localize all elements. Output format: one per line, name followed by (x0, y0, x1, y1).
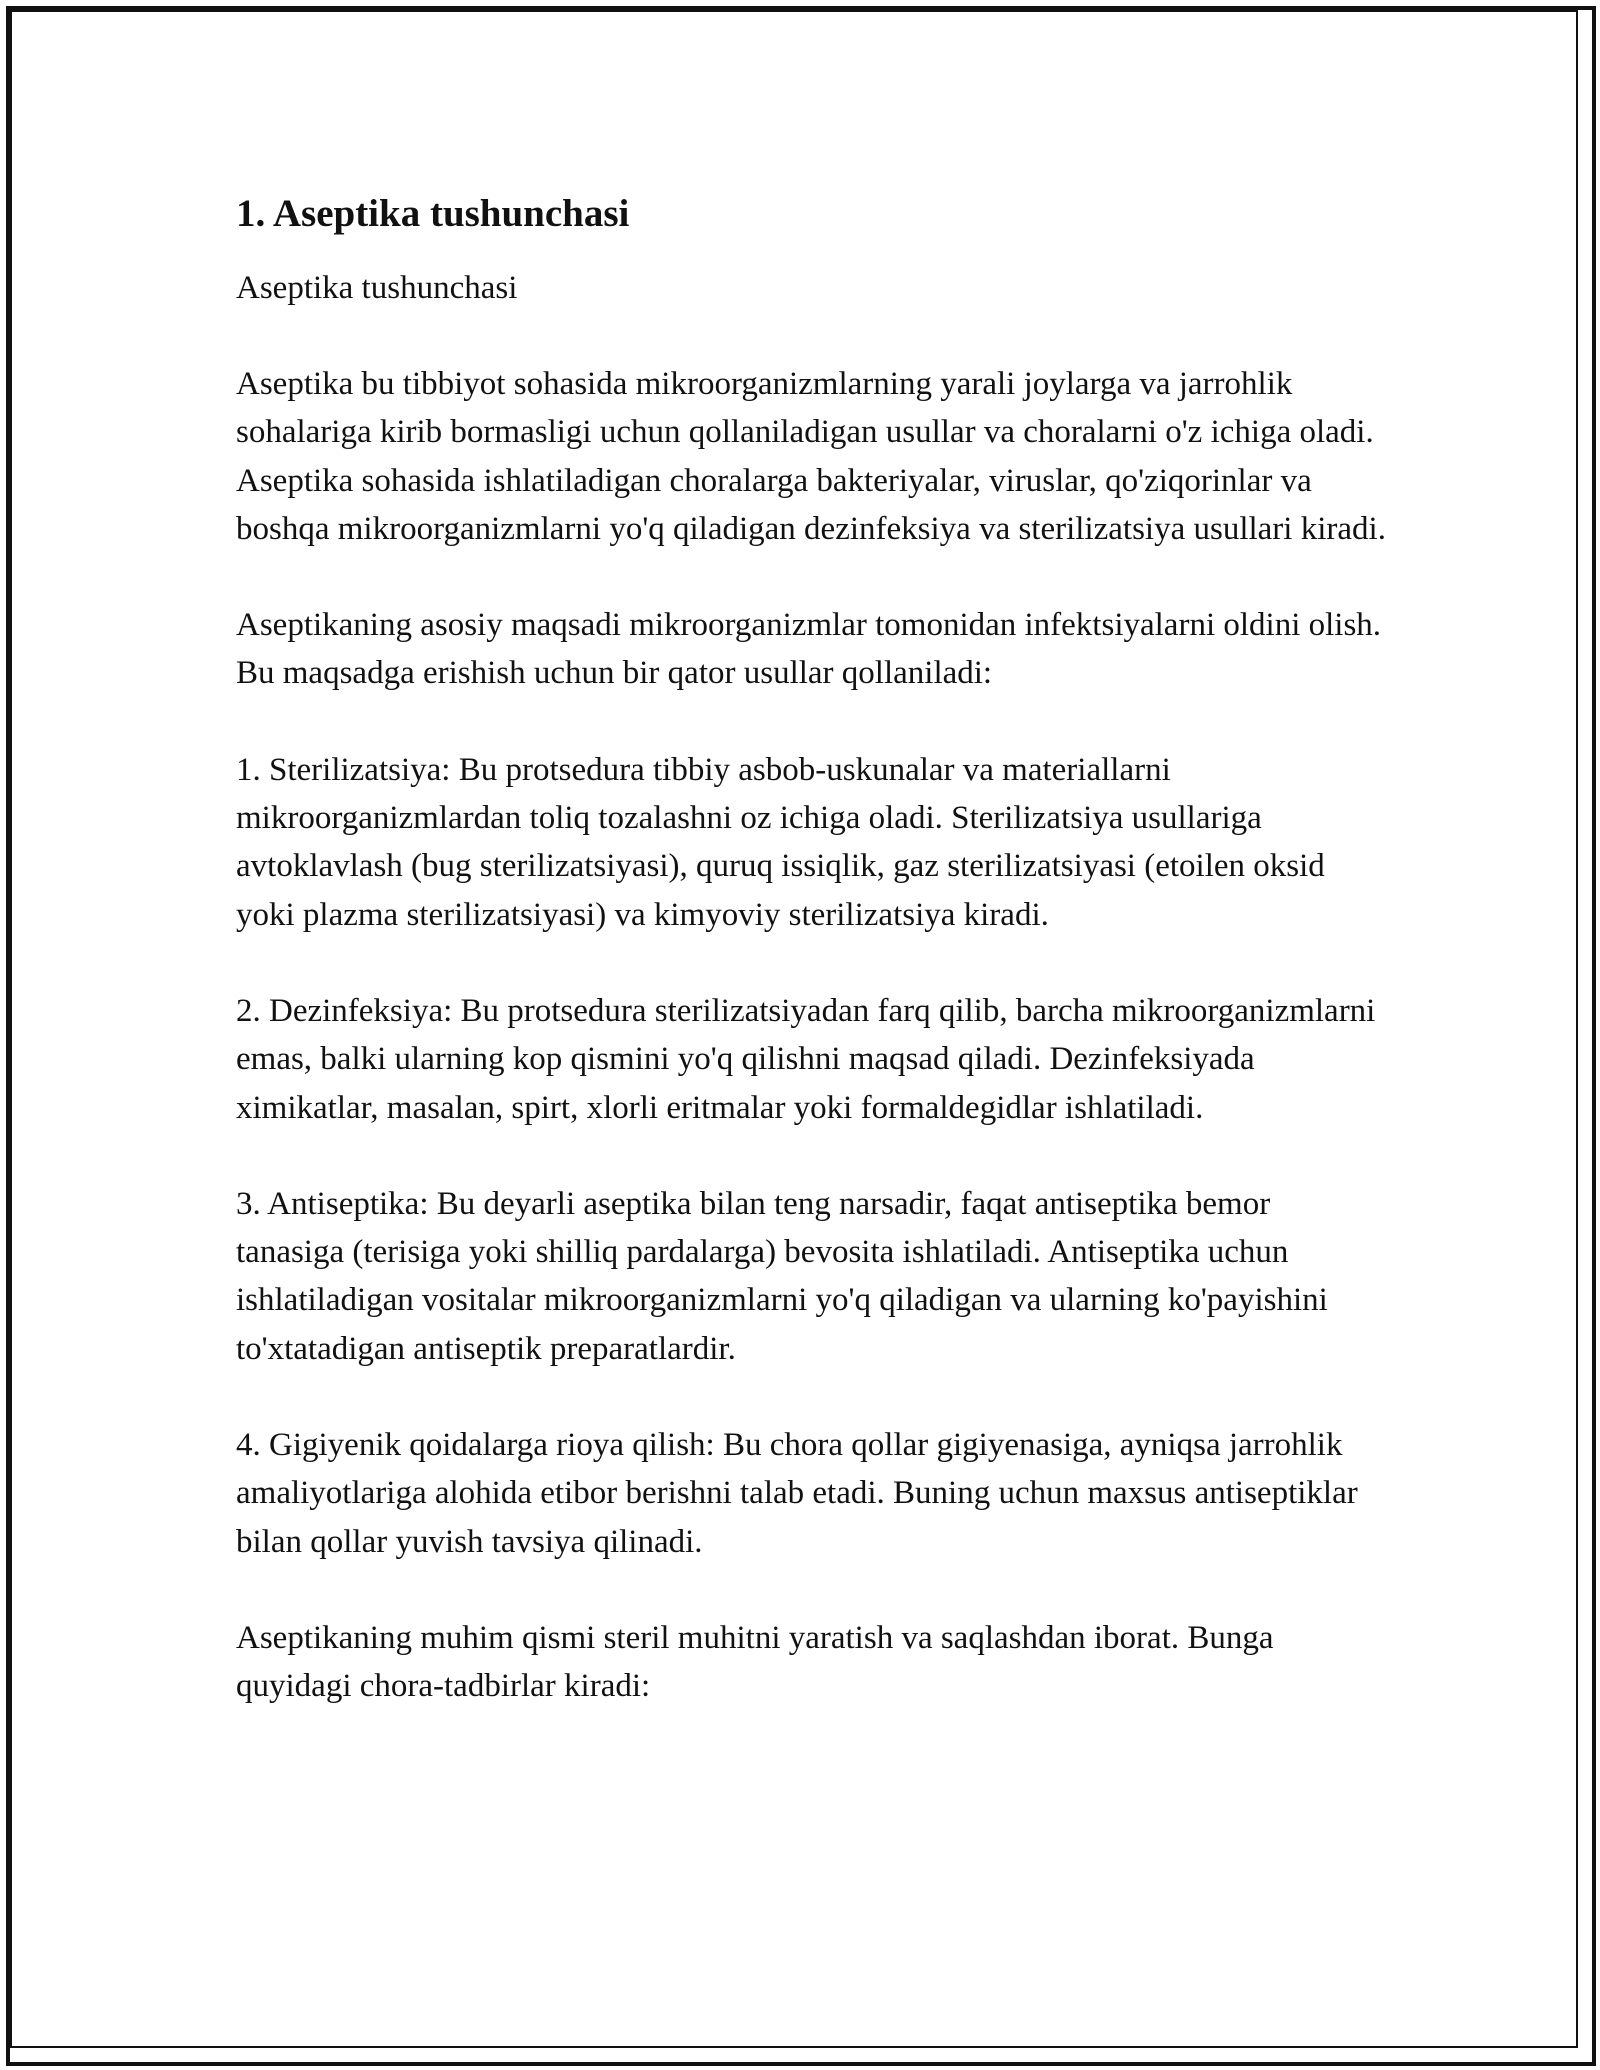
paragraph-main-goal: Aseptikaning asosiy maqsadi mikroorganizmlar tomonidan infektsiyalarni oldini olish. Bu maqsadga erishish uchun bir qator usullar qollaniladi: (236, 607, 1382, 692)
document-subtitle: Aseptika tushunchasi (236, 270, 518, 306)
paragraph-hygiene-rules: 4. Gigiyenik qoidalarga rioya qilish: Bu chora qollar gigiyenasiga, ayniqsa jarrohlik amaliyotlariga alohida etibor berishni talab etadi. Buning uchun maxsus antiseptiklar bilan qollar yuvish tavsiya qilinadi. (236, 1427, 1358, 1560)
paragraph-definition: Aseptika bu tibbiyot sohasida mikroorganizmlarning yarali joylarga va jarrohlik sohalariga kirib bormasligi uchun qollaniladigan usullar va choralarni o'z ichiga oladi. Aseptika sohasida ishlatiladigan choralarga bakteriyalar, viruslar, qo'ziqorinlar va boshqa mikroorganizmlarni yo'q qiladigan dezinfeksiya va sterilizatsiya usullari kiradi. (236, 366, 1386, 547)
paragraph-antiseptics: 3. Antiseptika: Bu deyarli aseptika bilan teng narsadir, faqat antiseptika bemor tanasiga (terisiga yoki shilliq pardalarga) bevosita ishlatiladi. Antiseptika uchun ishlatiladigan vositalar mikroorganizmlarni yo'q qiladigan va ularning ko'payishini to'xtatadigan antiseptik preparatlardir. (236, 1185, 1328, 1367)
paragraph-disinfection: 2. Dezinfeksiya: Bu protsedura sterilizatsiyadan farq qilib, barcha mikroorganizmlarni emas, balki ularning kop qismini yo'q qilishni maqsad qiladi. Dezinfeksiyada ximikatlar, masalan, spirt, xlorli eritmalar yoki formaldegidlar ishlatiladi. (236, 992, 1376, 1126)
paragraph-sterilization: 1. Sterilizatsiya: Bu protsedura tibbiy asbob-uskunalar va materiallarni mikroorganizmlardan toliq tozalashni oz ichiga oladi. Sterilizatsiya usullariga avtoklavlash (bug sterilizatsiyasi), quruq issiqlik, gaz sterilizatsiyasi (etoilen oksid yoki plazma sterilizatsiyasi) va kimyoviy sterilizatsiya kiradi. (236, 751, 1325, 933)
paragraph-sterile-environment: Aseptikaning muhim qismi steril muhitni yaratish va saqlashdan iborat. Bunga quyidagi chora-tadbirlar kiradi: (236, 1619, 1274, 1705)
document-title: 1. Aseptika tushunchasi (236, 192, 630, 235)
document-body (236, 190, 1386, 1759)
